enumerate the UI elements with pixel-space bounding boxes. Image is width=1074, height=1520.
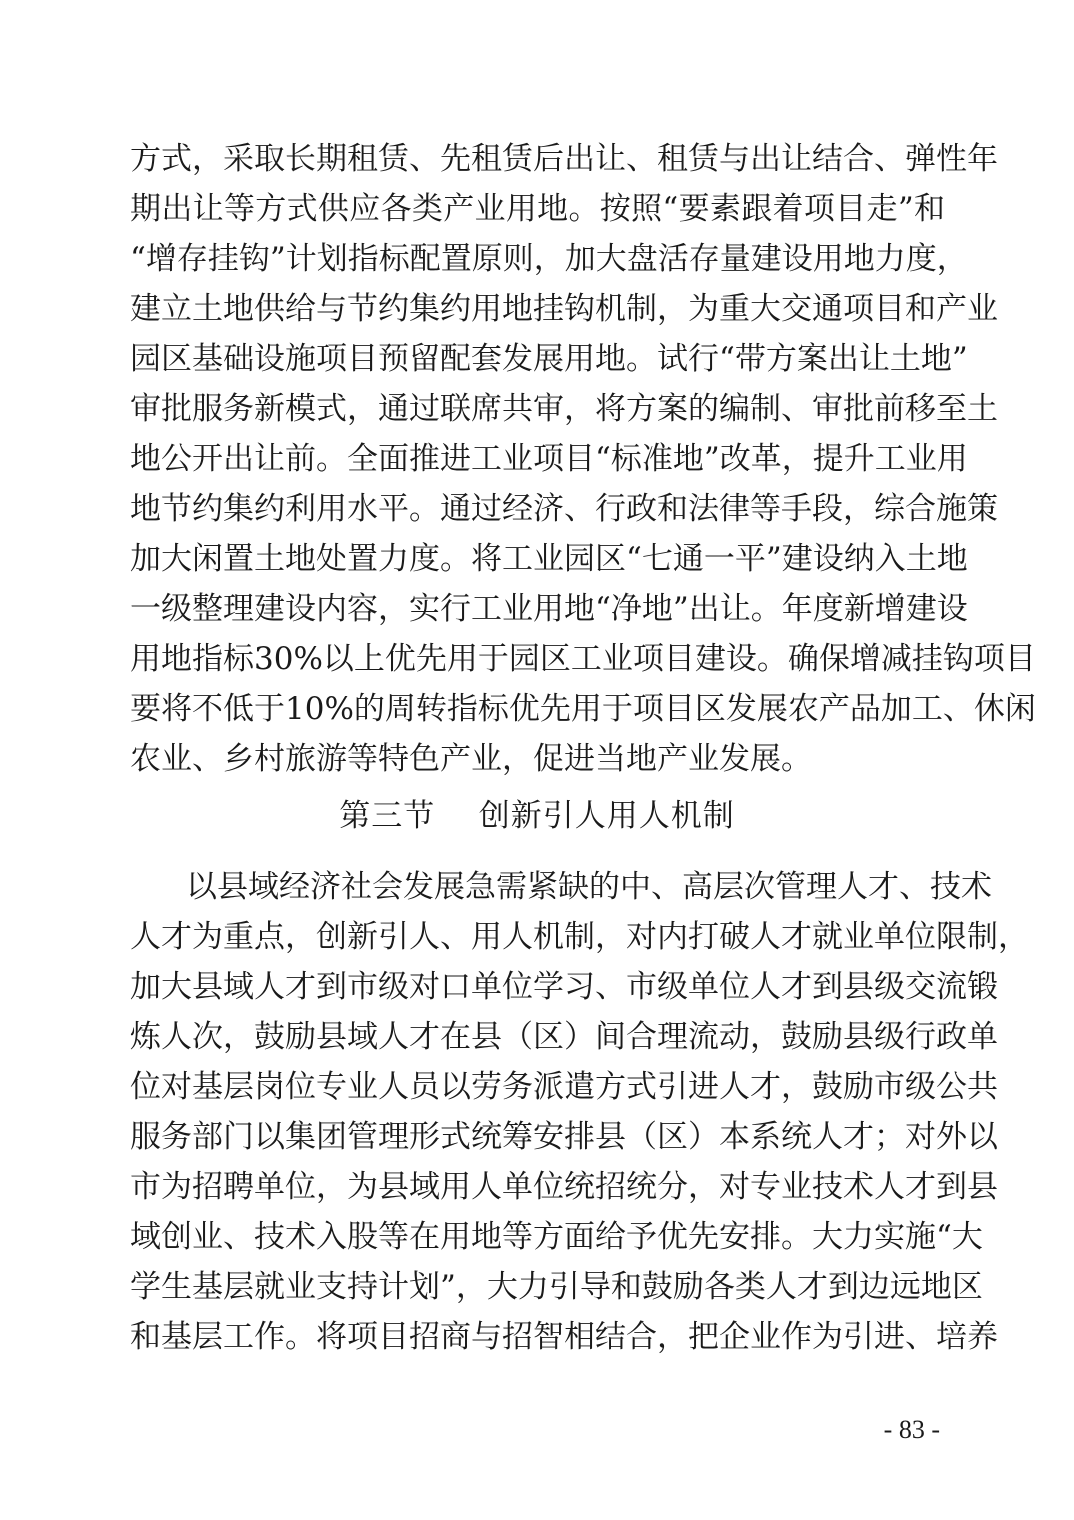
paragraph-line: 和基层工作。将项目招商与招智相结合，把企业作为引进、培养 xyxy=(130,1319,998,1355)
paragraph-line: 炼人次，鼓励县域人才在县（区）间合理流动，鼓励县级行政单 xyxy=(130,1019,998,1055)
page-number: - 83 - xyxy=(883,1415,940,1444)
paragraph-line: 期出让等方式供应各类产业用地。按照“要素跟着项目走”和 xyxy=(130,191,945,227)
paragraph-line: 地节约集约利用水平。通过经济、行政和法律等手段，综合施策 xyxy=(130,491,998,527)
paragraph-line: 审批服务新模式，通过联席共审，将方案的编制、审批前移至土 xyxy=(130,391,998,427)
paragraph-line: “增存挂钩”计划指标配置原则，加大盘活存量建设用地力度， xyxy=(130,241,968,277)
paragraph-line: 位对基层岗位专业人员以劳务派遣方式引进人才，鼓励市级公共 xyxy=(130,1069,998,1105)
paragraph-line: 以县域经济社会发展急需紧缺的中、高层次管理人才、技术 xyxy=(186,869,992,905)
paragraph-line: 建立土地供给与节约集约用地挂钩机制，为重大交通项目和产业 xyxy=(130,291,998,327)
paragraph-line: 一级整理建设内容，实行工业用地“净地”出让。年度新增建设 xyxy=(130,591,968,627)
paragraph-line: 农业、乡村旅游等特色产业，促进当地产业发展。 xyxy=(130,741,812,777)
section-heading: 第三节 创新引人用人机制 xyxy=(339,798,735,834)
paragraph-line: 园区基础设施项目预留配套发展用地。试行“带方案出让土地” xyxy=(130,341,968,377)
paragraph-line: 服务部门以集团管理形式统筹安排县（区）本系统人才；对外以 xyxy=(130,1119,998,1155)
paragraph-line: 学生基层就业支持计划”，大力引导和鼓励各类人才到边远地区 xyxy=(130,1269,983,1305)
paragraph-line: 域创业、技术入股等在用地等方面给予优先安排。大力实施“大 xyxy=(130,1219,983,1255)
paragraph-line: 用地指标30%以上优先用于园区工业项目建设。确保增减挂钩项目 xyxy=(130,641,1036,677)
paragraph-line: 加大闲置土地处置力度。将工业园区“七通一平”建设纳入土地 xyxy=(130,541,968,577)
paragraph-line: 方式，采取长期租赁、先租赁后出让、租赁与出让结合、弹性年 xyxy=(130,141,998,177)
paragraph-line: 市为招聘单位，为县域用人单位统招统分，对专业技术人才到县 xyxy=(130,1169,998,1205)
paragraph-line: 地公开出让前。全面推进工业项目“标准地”改革，提升工业用 xyxy=(130,441,968,477)
paragraph-line: 加大县域人才到市级对口单位学习、市级单位人才到县级交流锻 xyxy=(130,969,998,1005)
paragraph-line: 人才为重点，创新引人、用人机制，对内打破人才就业单位限制， xyxy=(130,919,1029,955)
paragraph-line: 要将不低于10%的周转指标优先用于项目区发展农产品加工、休闲 xyxy=(130,691,1036,727)
